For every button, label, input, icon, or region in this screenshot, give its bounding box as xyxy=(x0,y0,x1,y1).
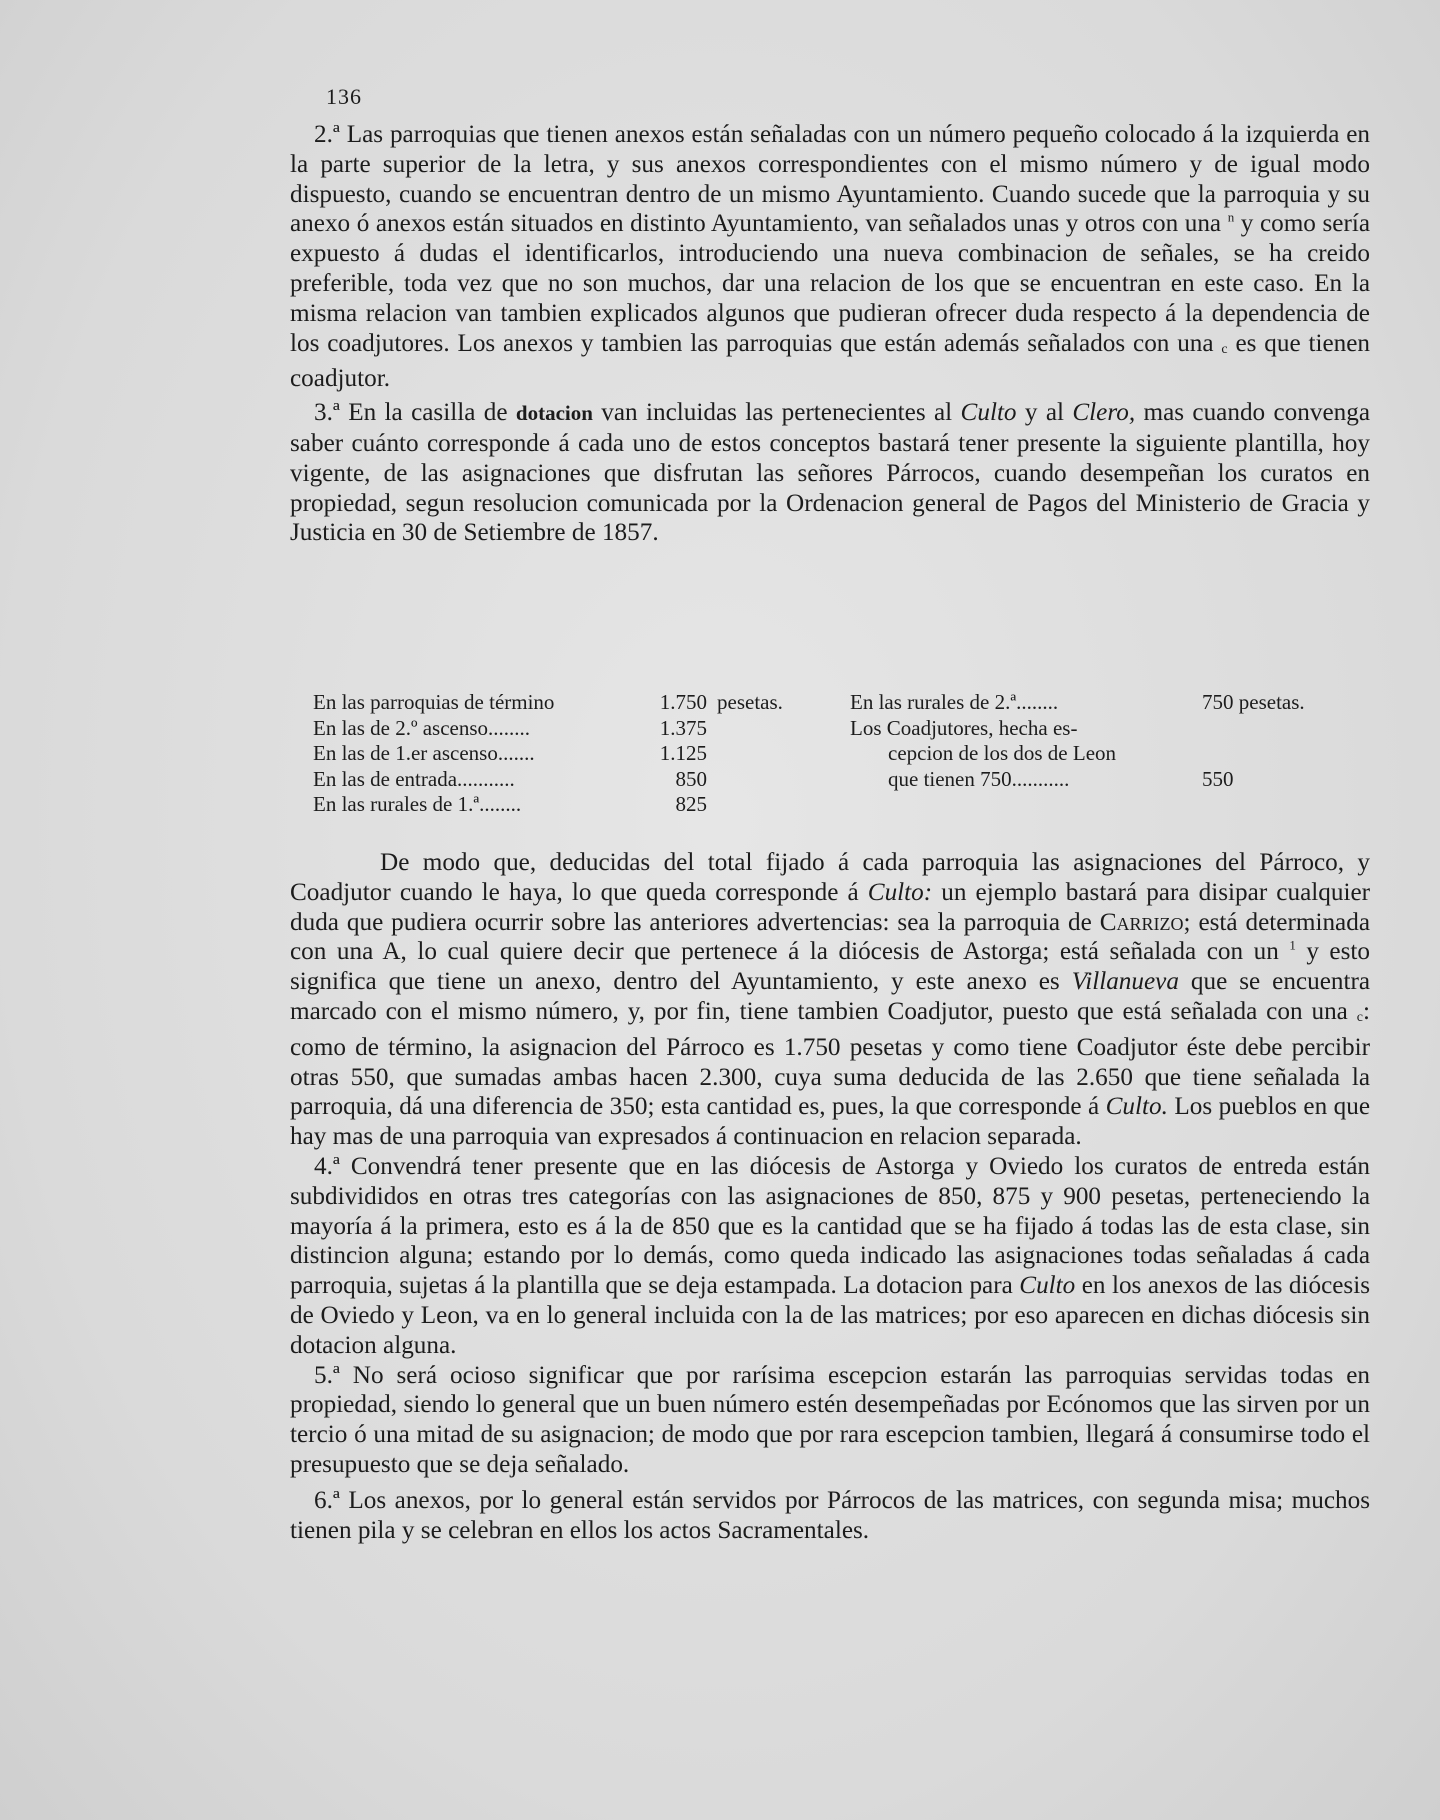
example-text-5: que se encuentra marcado con el mismo número, y, por fin, tiene tambien Coadjutor, puesto que está señalada con una xyxy=(290,968,1371,1025)
note-4-text-1: Convendrá tener presente que en las diócesis de Astorga y Oviedo los curatos de entreda están subdivididos en otras tres categorías con las asignaciones de 850, 875 y 900 pesetas, perteneciendo la mayoría á la primera, esto es á la de 850 que es la cantidad que se ha fijado á todas las de esta clase, sin distincion alguna; estando por lo demás, como queda indicado las asignaciones todas señaladas á cada parroquia, sujetas á la plantilla que se deja estampada. La dotacion para xyxy=(290,1152,1370,1300)
example-text-2: un ejemplo bastará para disipar cualquier duda que pudiera ocurrir sobre las anteriores advertencias: sea la parroquia de xyxy=(290,878,1371,936)
note-3-text-3: y al xyxy=(1024,399,1065,427)
note-3-culto: Culto xyxy=(960,399,1017,427)
table-row xyxy=(313,716,813,742)
row-label: En las de 2.º ascenso........ xyxy=(313,715,531,740)
note-4-marker: 4.ª xyxy=(314,1152,340,1180)
example-culto-2: Culto. xyxy=(1105,1093,1168,1121)
table-row xyxy=(850,741,1370,767)
note-2-text-3: es que tienen coadjutor. xyxy=(290,329,1370,393)
example-text-4: y esto significa que tiene un anexo, dentro del Ayuntamiento, y este anexo es xyxy=(290,938,1371,996)
row-value: 1.375 xyxy=(659,715,707,740)
row-label: En las de entrada........... xyxy=(313,766,515,791)
table-row xyxy=(850,767,1370,793)
row-label: que tienen 750........... xyxy=(888,766,1070,791)
note-4-paragraph xyxy=(290,1152,1370,1361)
note-3-text-2: van incluidas las pertenecientes al xyxy=(601,399,953,427)
table-row xyxy=(313,792,813,818)
row-label: En las de 1.er ascenso....... xyxy=(313,741,535,765)
example-paragraph xyxy=(290,848,1370,1152)
row-label: cepcion de los dos de Leon xyxy=(888,741,1117,765)
note-5-marker: 5.ª xyxy=(314,1361,340,1389)
note-4-text-2: en los anexos de las diócesis de Oviedo y Leon, va en lo general incluida con la de las matrices; por eso aparecen en dichas diócesis sin dotacion alguna. xyxy=(290,1272,1371,1359)
row-value: 1.750 xyxy=(659,690,707,714)
table-row xyxy=(313,741,813,767)
table-row xyxy=(850,716,1370,742)
example-culto: Culto: xyxy=(867,878,933,906)
note-3-bold-word: dotacion xyxy=(515,401,593,426)
n-symbol: n xyxy=(1227,210,1235,225)
row-label: En las parroquias de término xyxy=(313,690,555,714)
row-label: Los Coadjutores, hecha es- xyxy=(850,715,1078,740)
row-unit: pesetas. xyxy=(717,690,783,714)
example-villanueva: Villanueva xyxy=(1071,968,1179,996)
note-4-culto: Culto xyxy=(1019,1272,1076,1300)
row-value: 550 xyxy=(1202,766,1234,791)
note-5-paragraph xyxy=(290,1361,1370,1480)
example-text-7: Los pueblos en que hay mas de una parroquia van expresados á continuacion en relacion separada. xyxy=(290,1093,1371,1151)
row-value: 825 xyxy=(675,792,707,816)
row-value: 850 xyxy=(675,766,707,791)
note-3-text-1: En la casilla de xyxy=(348,399,508,427)
row-label: En las rurales de 1.ª........ xyxy=(313,792,522,816)
example-carrizo: Carrizo xyxy=(1099,908,1184,936)
row-label: En las rurales de 2.ª........ xyxy=(850,690,1059,714)
note-3-text-4: mas cuando convenga saber cuánto corresponde á cada uno de estos conceptos bastará tener presente la siguiente plantilla, hoy vigente, de las asignaciones que disfrutan las señores Párrocos, cuando desempeñan los curatos en propiedad, segun resolucion comunicada por la Ordenacion general de Pagos del Ministerio de Gracia y Justicia en 30 de Setiembre de 1857. xyxy=(290,399,1371,547)
table-row xyxy=(313,690,813,716)
note-6-text: Los anexos, por lo general están servidos por Párrocos de las matrices, con segunda misa; muchos tienen pila y se celebran en ellos los actos Sacramentales. xyxy=(290,1486,1370,1544)
stipend-table-right xyxy=(850,690,1370,792)
table-row xyxy=(850,690,1370,716)
notes-block-upper xyxy=(290,120,1370,548)
note-2-marker: 2.ª xyxy=(314,121,340,148)
note-2-text-2: y como sería expuesto á dudas el identificarlos, introduciendo una nueva combinacion de señales, se ha creido preferible, toda vez que no son muchos, dar una relacion de los que se encuentran en este caso. En la misma relacion van tambien explicados algunos que pudieran ofrecer duda respecto á la dependencia de los coadjutores. Los anexos y tambien las parroquias que están además señalados con una xyxy=(290,210,1371,357)
note-5-text: No será ocioso significar que por rarísima escepcion estarán las parroquias servidas todas en propiedad, siendo lo general que un buen número estén desempeñadas por Ecónomos que las sirven por un tercio ó una mitad de su asignacion; de modo que por rara escepcion tambien, llegará á consumirse todo el presupuesto que se deja señalado. xyxy=(290,1361,1370,1478)
example-text-3: ; está determinada con una A, lo cual quiere decir que pertenece á la diócesis de Astorga; está señalada con un xyxy=(290,908,1370,966)
notes-block-lower xyxy=(290,848,1370,1545)
row-value: 750 pesetas. xyxy=(1202,690,1305,714)
row-value: 1.125 xyxy=(659,741,707,765)
example-text-1: De modo que, deducidas del total fijado á cada parroquia las asignaciones del Párroco, y Coadjutor cuando le haya, lo que queda corresponde á xyxy=(290,849,1370,906)
superscript-one: 1 xyxy=(1289,938,1296,953)
note-3-clero: Clero, xyxy=(1072,399,1136,427)
table-row xyxy=(313,767,813,793)
c-symbol: c xyxy=(1356,1009,1363,1025)
note-3-marker: 3.ª xyxy=(314,399,340,427)
example-text-6: : como de término, la asignacion del Párroco es 1.750 pesetas y como tiene Coadjutor éste debe percibir otras 550, que sumadas ambas hacen 2.300, cuya suma deducida de las 2.650 que tiene señalada la parroquia, dá una diferencia de 350; esta cantidad es, pues, la que corresponde á xyxy=(290,997,1370,1121)
note-6-paragraph xyxy=(290,1486,1370,1546)
c-symbol: c xyxy=(1221,341,1228,357)
page-number: 136 xyxy=(326,84,362,109)
note-6-marker: 6.ª xyxy=(314,1486,340,1514)
note-3-paragraph xyxy=(290,398,1370,548)
note-2-paragraph xyxy=(290,120,1370,394)
stipend-table-left xyxy=(313,690,813,818)
note-2-text-1: Las parroquias que tienen anexos están señaladas con un número pequeño colocado á la izquierda en la parte superior de la letra, y sus anexos correspondientes con el mismo número y de igual modo dispuesto, cuando se encuentran dentro de un mismo Ayuntamiento. Cuando sucede que la parroquia y su anexo ó anexos están situados en distinto Ayuntamiento, van señalados unas y otros con una xyxy=(290,121,1371,238)
